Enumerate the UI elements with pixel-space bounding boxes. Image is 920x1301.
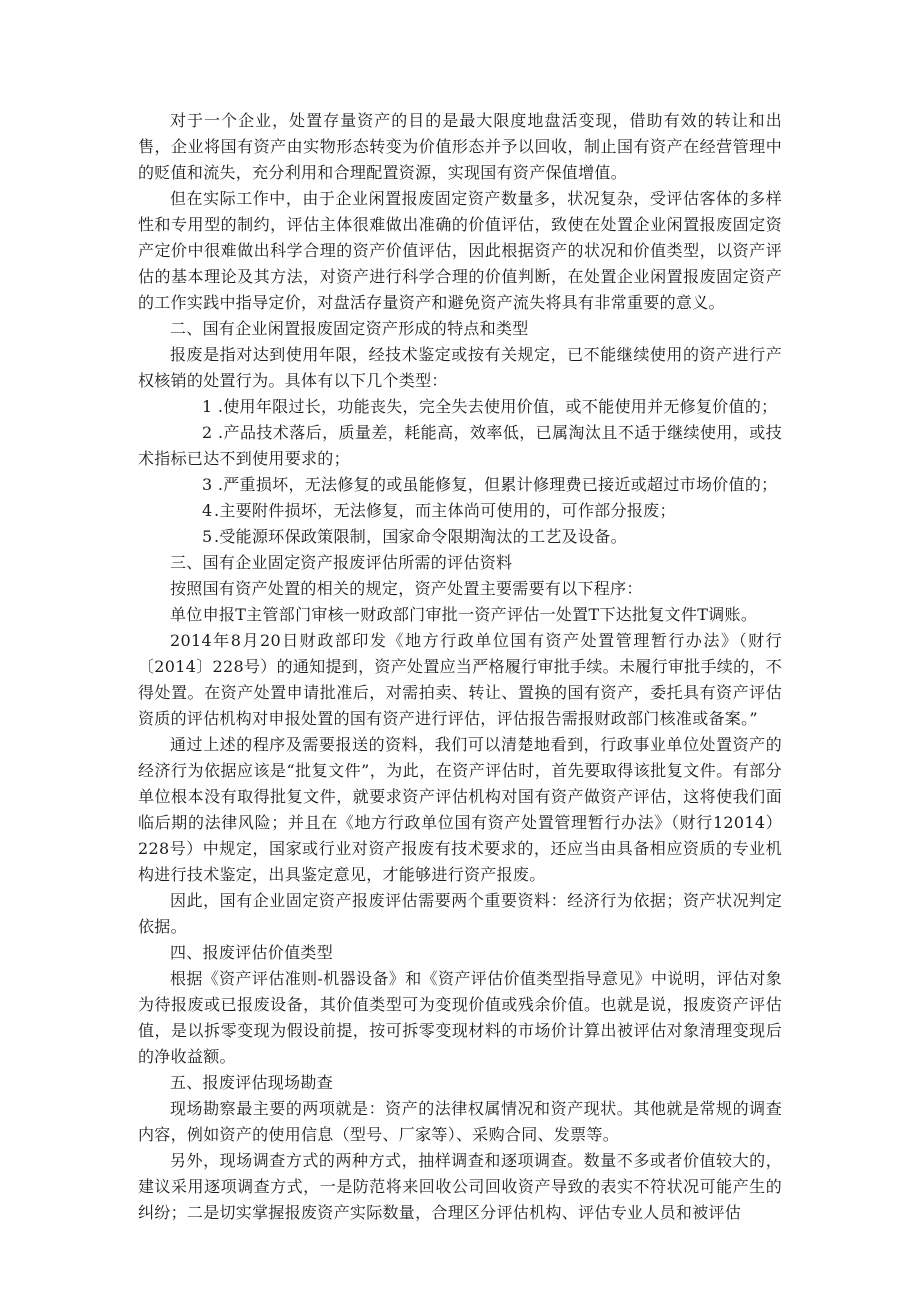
paragraph-required-materials: 因此，国有企业固定资产报废评估需要两个重要资料：经济行为依据；资产状况判定依据。: [138, 891, 782, 936]
list-item-1: [138, 394, 782, 420]
paragraph-procedure-intro: 按照国有资产处置的相关的规定，资产处置主要需要有以下程序：: [170, 579, 643, 598]
paragraph-procedure-steps: 单位申报T主管部门审核一财政部门审批一资产评估一处置T下达批复文件T调账。: [170, 605, 758, 624]
paragraph-definition: 报废是指对达到使用年限，经技术鉴定或按有关规定，已不能继续使用的资产进行产权核销的处置行为。具体有以下几个类型：: [138, 345, 782, 390]
paragraph-intro: 对于一个企业，处置存量资产的目的是最大限度地盘活变现，借助有效的转让和出售，企业将国有资产由实物形态转变为价值形态并予以回收，制止国有资产在经营管理中的贬值和流失，充分利用和合理配置资源，实现国有资产保值增值。: [138, 111, 782, 182]
list-item-2-text: .产品技术落后，质量差，耗能高，效率低，已属淘汰且不适于继续使用，或技术指标已达不到使用要求的；: [138, 423, 782, 468]
paragraph-practice: 但在实际工作中，由于企业闲置报废固定资产数量多，状况复杂，受评估客体的多样性和专用型的制约，评估主体很难做出准确的价值评估，致使在处置企业闲置报废固定资产定价中很难做出科学合理的资产价值评估，因此根据资产的状况和价值类型，以资产评估的基本理论及其方法，对资产进行科学合理的价值判断，在处置企业闲置报废固定资产的工作实践中指导定价，对盘活存量资产和避免资产流失将具有非常重要的意义。: [138, 189, 782, 312]
document-body: [138, 108, 782, 1226]
list-item-3-text: .严重损坏，无法修复的或虽能修复，但累计修理费已接近或超过市场价值的；: [217, 475, 778, 494]
paragraph-regulation: 2014年8月20日财政部印发《地方行政单位国有资产处置管理暂行办法》（财行〔2014〕228号）的通知提到，资产处置应当严格履行审批手续。未履行审批手续的，不得处置。在资产处置申请批准后，对需拍卖、转让、置换的国有资产，委托具有资产评估资质的评估机构对申报处置的国有资产进行评估，评估报告需报财政部门核准或备案。”: [138, 631, 782, 728]
list-item-2-number: 2: [202, 423, 213, 442]
paragraph-site-survey: 现场勘察最主要的两项就是：资产的法律权属情况和资产现状。其他就是常规的调查内容，例如资产的使用信息（型号、厂家等）、采购合同、发票等。: [138, 1099, 782, 1144]
paragraph-survey-methods: 另外，现场调查方式的两种方式，抽样调查和逐项调查。数量不多或者价值较大的，建议采用逐项调查方式，一是防范将来回收公司回收资产导致的表实不符状况可能产生的纠纷；二是切实掌握报废资产实际数量，合理区分评估机构、评估专业人员和被评估: [138, 1151, 782, 1222]
list-item-3: [138, 472, 782, 498]
list-item-1-number: 1: [202, 397, 213, 416]
list-item-5: [138, 524, 782, 550]
heading-section-3: 三、国有企业固定资产报废评估所需的评估资料: [170, 553, 513, 572]
paragraph-approval-document: 通过上述的程序及需要报送的资料，我们可以清楚地看到，行政事业单位处置资产的经济行为依据应该是“批复文件”，为此，在资产评估时，首先要取得该批复文件。有部分单位根本没有取得批复文件，就要求资产评估机构对国有资产做资产评估，这将使我们面临后期的法律风险；并且在《地方行政单位国有资产处置管理暂行办法》（财行12014）228号）中规定，国家或行业对资产报废有技术要求的，还应当由具备相应资质的专业机构进行技术鉴定，出具鉴定意见，才能够进行资产报废。: [138, 735, 782, 884]
heading-section-2: 二、国有企业闲置报废固定资产形成的特点和类型: [170, 319, 529, 338]
list-item-5-number: 5: [202, 527, 213, 546]
list-item-4-number: 4: [202, 501, 213, 520]
list-item-4-text: .主要附件损坏，无法修复，而主体尚可使用的，可作部分报废；: [214, 501, 676, 520]
list-item-4: [138, 498, 782, 524]
list-item-3-number: 3: [202, 475, 213, 494]
heading-section-4: 四、报废评估价值类型: [170, 943, 334, 962]
list-item-2: [138, 420, 782, 472]
heading-section-5: 五、报废评估现场勘查: [170, 1073, 334, 1092]
list-item-5-text: .受能源环保政策限制，国家命令限期淘汰的工艺及设备。: [214, 527, 627, 546]
paragraph-value-type: 根据《资产评估准则-机器设备》和《资产评估价值类型指导意见》中说明，评估对象为待报废或已报废设备，其价值类型可为变现价值或残余价值。也就是说，报废资产评估值，是以拆零变现为假设前提，按可拆零变现材料的市场价计算出被评估对象清理变现后的净收益额。: [138, 969, 782, 1066]
list-item-1-text: .使用年限过长，功能丧失，完全失去使用价值，或不能使用并无修复价值的；: [217, 397, 778, 416]
